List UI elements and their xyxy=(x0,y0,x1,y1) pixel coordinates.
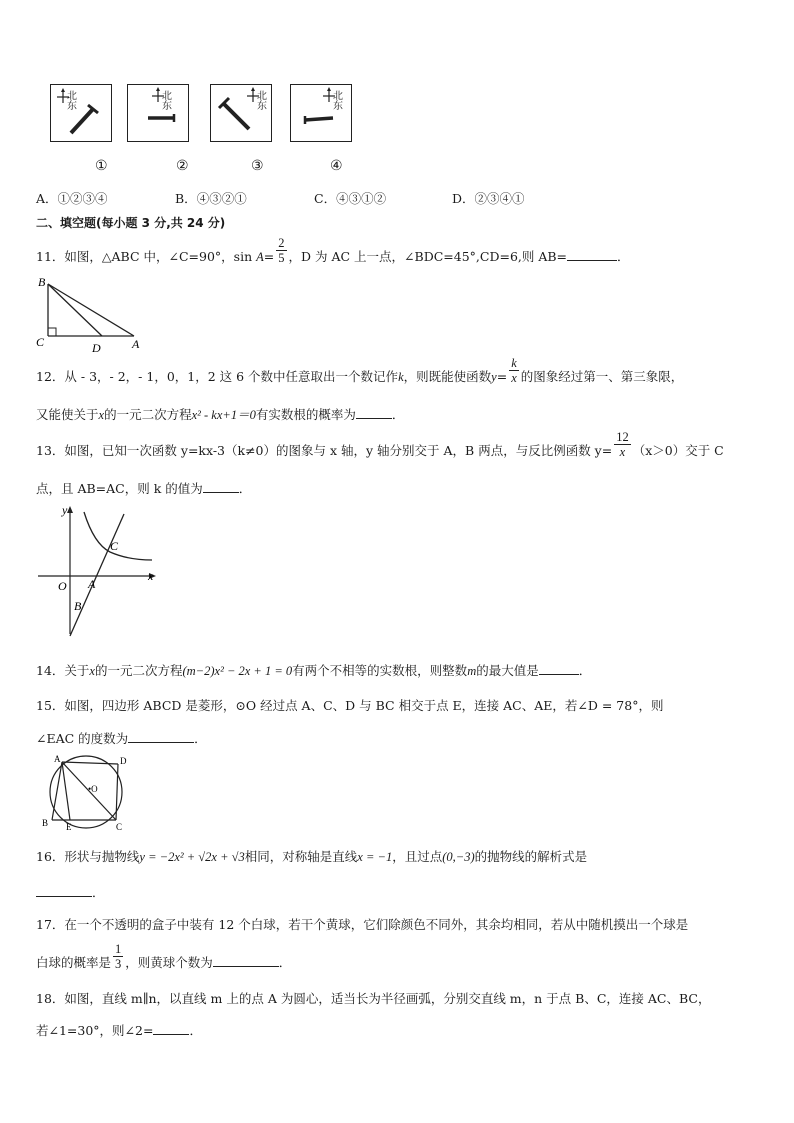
north-label: 北 xyxy=(162,91,172,102)
label-y: y xyxy=(62,504,68,517)
north-label: 北 xyxy=(257,91,267,102)
question-14: 14．关于x的一元二次方程(m−2)x² − 2x + 1 = 0有两个不相等的实数根，则整数m的最大值是 ． xyxy=(36,663,592,678)
answer-blank xyxy=(213,954,279,967)
east-label: 东 xyxy=(162,101,172,112)
option-d: D．②③④① xyxy=(452,191,525,206)
question-15-line-2: ∠EAC 的度数为 ． xyxy=(36,731,207,746)
answer-blank xyxy=(36,884,92,897)
label-o: •O xyxy=(88,784,98,794)
caption-4: ④ xyxy=(330,158,343,174)
option-c: C．④③①② xyxy=(314,191,387,206)
label-b: B xyxy=(38,275,46,289)
caption-3: ③ xyxy=(251,158,264,174)
option-a: A．①②③④ xyxy=(36,191,108,206)
question-16-line-2: ． xyxy=(36,884,105,902)
compass-figure-1 xyxy=(50,84,112,142)
answer-blank xyxy=(203,480,239,493)
question-16-line-1: 16．形状与抛物线y = −2x² + √2x + √3相同，对称轴是直线x = −1，且过点(0,−3)的抛物线的解析式是 xyxy=(36,849,588,864)
answer-blank xyxy=(567,248,617,261)
label-o: O xyxy=(58,579,67,593)
question-12-line-2: 又能使关于x的一元二次方程x² - kx+1＝0有实数根的概率为 ． xyxy=(36,407,405,422)
label-b: B xyxy=(42,818,49,828)
answer-blank xyxy=(356,406,392,419)
answer-blank xyxy=(153,1022,189,1035)
east-label: 东 xyxy=(67,101,77,112)
option-b: B．④③②① xyxy=(175,191,247,206)
question-12-line-1: 12．从 - 3，- 2，- 1，0，1，2 这 6 个数中任意取出一个数记作k，则既能使函数y= $\frac{k}{x}$ 的图象经过第一、第三象限， xyxy=(36,356,684,385)
label-b: B xyxy=(74,599,82,613)
compass-drawing-1 xyxy=(51,85,110,140)
question-18-line-2: 若∠1=30°，则∠2= ． xyxy=(36,1023,202,1038)
compass-figure-2 xyxy=(127,84,189,142)
label-d: D xyxy=(120,756,127,766)
north-label: 北 xyxy=(67,91,77,102)
compass-figure-3 xyxy=(210,84,272,142)
rhombus-circle-figure xyxy=(36,752,128,836)
label-c: C xyxy=(36,335,45,349)
label-e: E xyxy=(66,822,72,832)
question-13-line-1: 13．如图，已知一次函数 y=kx-3（k≠0）的图象与 x 轴，y 轴分别交于 A，B 两点，与反比例函数 y= $\frac{12}{x}$ （x＞0）交于 C xyxy=(36,430,724,459)
label-a: A xyxy=(132,337,140,351)
compass-drawing-2 xyxy=(128,85,187,140)
question-11: 11．如图，△ABC 中，∠C=90°，sin A= $\frac{2}{5}$ ，D 为 AC 上一点，∠BDC=45°,CD=6,则 AB= ． xyxy=(36,236,630,265)
label-x: x xyxy=(148,569,154,583)
east-label: 东 xyxy=(257,101,267,112)
answer-blank xyxy=(128,730,194,743)
answer-blank xyxy=(539,662,579,675)
label-a: A xyxy=(54,754,61,764)
function-graph-figure xyxy=(36,504,166,640)
question-13-line-2: 点，且 AB=AC，则 k 的值为 ． xyxy=(36,481,252,496)
triangle-figure xyxy=(30,274,150,354)
east-label: 东 xyxy=(333,101,343,112)
label-a: A xyxy=(88,577,96,591)
question-18-line-1: 18．如图，直线 m∥n，以直线 m 上的点 A 为圆心，适当长为半径画弧，分别交直线 m，n 于点 B、C，连接 AC、BC， xyxy=(36,991,711,1006)
question-17-line-2: 白球的概率是 $\frac{1}{3}$ ，则黄球个数为 ． xyxy=(36,942,292,971)
compass-figure-4 xyxy=(290,84,352,142)
label-c: C xyxy=(110,539,119,553)
caption-2: ② xyxy=(176,158,189,174)
section-heading: 二、填空题(每小题 3 分,共 24 分) xyxy=(36,216,226,230)
question-15-line-1: 15．如图，四边形 ABCD 是菱形，⊙O 经过点 A、C、D 与 BC 相交于点 E，连接 AC、AE，若∠D = 78°，则 xyxy=(36,698,664,713)
caption-1: ① xyxy=(95,158,108,174)
label-c: C xyxy=(116,822,123,832)
label-d: D xyxy=(92,341,101,354)
question-17-line-1: 17．在一个不透明的盒子中装有 12 个白球，若干个黄球，它们除颜色不同外，其余均相同，若从中随机摸出一个球是 xyxy=(36,917,689,932)
north-label: 北 xyxy=(333,91,343,102)
